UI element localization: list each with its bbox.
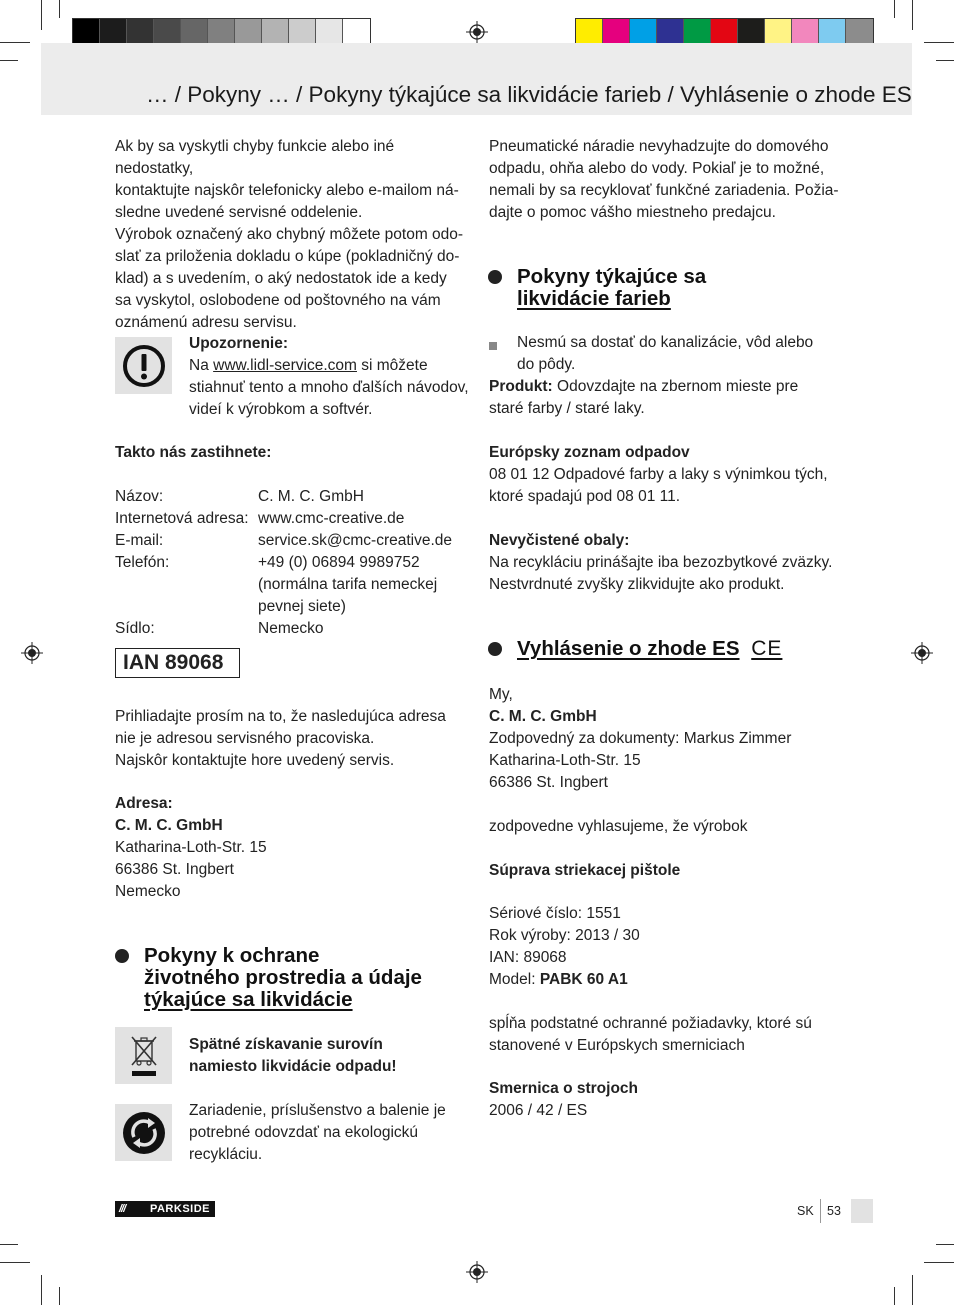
decl-we: My, (489, 686, 513, 703)
color-swatch (316, 19, 343, 45)
spec-line: Sériové číslo: 1551 (489, 905, 621, 922)
packaging-block (489, 530, 859, 596)
model-label: Model: (489, 971, 540, 988)
contact-value: +49 (0) 06894 9989752 (258, 554, 420, 571)
heading-line: Pokyny týkajúce sa (517, 265, 707, 288)
recycle-heading (189, 1034, 474, 1078)
spec-line: IAN: 89068 (489, 949, 567, 966)
text-line: Spätné získavanie surovín (189, 1036, 383, 1053)
directive-title: Smernica o strojoch (489, 1080, 639, 1097)
page-title: … / Pokyny … / Pokyny týkajúce sa likvidácie farieb / Vyhlásenie o zhode ES (146, 82, 912, 107)
process-color-bar (575, 18, 874, 46)
notice-text: Na (189, 357, 214, 374)
color-swatch (289, 19, 316, 45)
contact-value: (normálna tarifa nemeckej (258, 576, 438, 593)
logo-stripes-icon: /// (119, 1203, 126, 1215)
text-line: klad) a s uvedením, o aký nedostatok ide a kedy (115, 270, 447, 287)
color-swatch (154, 19, 181, 45)
registration-mark-icon (466, 1261, 488, 1283)
ce-mark: CE (751, 637, 783, 660)
color-swatch (630, 19, 657, 45)
parkside-logo (115, 1201, 215, 1217)
decl-declare: zodpovedne vyhlasujeme, že výrobok (489, 818, 748, 835)
contact-key: E-mail: (115, 532, 164, 549)
contact-row (115, 486, 465, 508)
text-line: namiesto likvidácie odpadu! (189, 1058, 397, 1075)
registration-mark-icon (466, 21, 488, 43)
product-block (489, 376, 849, 420)
color-swatch (208, 19, 235, 45)
contact-key (115, 596, 258, 618)
footer-tab (851, 1199, 873, 1223)
packaging-title: Nevyčistené obaly: (489, 532, 630, 549)
color-swatch (765, 19, 792, 45)
crop-mark (924, 42, 954, 43)
address-block (115, 793, 475, 903)
text-line: dajte o pomoc vášho miestneho predajcu. (489, 204, 776, 221)
text-line: sledne uvedené servisné oddelenie. (115, 204, 363, 221)
contact-key: Telefón: (115, 554, 170, 571)
color-swatch (792, 19, 819, 45)
color-swatch (738, 19, 765, 45)
text-line: oznámenú adresu servisu. (115, 314, 297, 331)
contact-key (115, 574, 258, 596)
product-line (489, 376, 849, 398)
recycling-icon-box (115, 1104, 172, 1161)
contact-value: C. M. C. GmbH (258, 488, 364, 505)
notice-line: videí k výrobkom a softvér. (189, 401, 373, 418)
product-label: Produkt: (489, 378, 553, 395)
contact-table (115, 486, 465, 640)
crop-mark (936, 60, 954, 61)
heading-line: likvidácie farieb (517, 287, 671, 310)
logo-text: PARKSIDE (149, 1203, 210, 1215)
ian-box: IAN 89068 (115, 648, 240, 678)
text-line: slať za priloženia dokladu o kúpe (pokladničný do- (115, 248, 460, 265)
model-value: PABK 60 A1 (539, 971, 628, 988)
contact-value: service.sk@cmc-creative.de (258, 532, 453, 549)
crop-mark (0, 1244, 18, 1245)
text-line: odpadu, ohňa alebo do vody. Pokiaľ je to možné, (489, 160, 825, 177)
crop-mark (894, 0, 895, 18)
contact-key: Sídlo: (115, 620, 155, 637)
address-line: 66386 St. Ingbert (115, 861, 234, 878)
contact-value: pevnej siete) (258, 598, 346, 615)
crop-mark (0, 60, 18, 61)
spec-block (489, 903, 849, 991)
notice-block (189, 333, 474, 421)
notice-line (189, 355, 474, 377)
text-line: Výrobok označený ako chybný môžete potom odo- (115, 226, 464, 243)
text-line: 08 01 12 Odpadové farby a laky s výnimkou tých, (489, 466, 828, 483)
crop-mark (936, 1244, 954, 1245)
page-number: 53 (827, 1204, 841, 1218)
crop-mark (41, 0, 42, 30)
address-title: Adresa: (115, 795, 173, 812)
color-swatch (100, 19, 127, 45)
contact-row (115, 618, 465, 640)
text-line: Zariadenie, príslušenstvo a balenie je (189, 1102, 446, 1119)
recycling-icon (121, 1110, 167, 1156)
color-swatch (127, 19, 154, 45)
heading-bullet-icon (488, 642, 502, 656)
heading-line: týkajúce sa likvidácie (144, 988, 353, 1011)
contact-value: Nemecko (258, 620, 324, 637)
address-company: C. M. C. GmbH (115, 817, 223, 834)
text-line: nemali by sa recyklovať funkčné zariadenia. Požia- (489, 182, 839, 199)
color-swatch (73, 19, 100, 45)
crop-mark (894, 1287, 895, 1305)
text-line: Najskôr kontaktujte hore uvedený servis. (115, 752, 395, 769)
heading-line: Vyhlásenie o zhode ES (517, 637, 740, 660)
contact-key: Internetová adresa: (115, 510, 249, 527)
color-swatch (235, 19, 262, 45)
notice-text: si môžete (356, 357, 428, 374)
crossed-bin-icon (124, 1033, 164, 1079)
paint-heading (517, 266, 847, 310)
bullet-item (517, 332, 852, 376)
notice-line: stiahnuť tento a mnoho ďalších návodov, (189, 379, 469, 396)
text-line: recykláciu. (189, 1146, 263, 1163)
color-swatch (819, 19, 846, 45)
text-line: potrebné odovzdať na ekologickú (189, 1124, 419, 1141)
address-line: Katharina-Loth-Str. 15 (115, 839, 267, 856)
color-swatch (181, 19, 208, 45)
declaration-block (489, 684, 849, 794)
declaration-heading (517, 638, 847, 660)
color-swatch (262, 19, 289, 45)
contact-row (115, 508, 465, 530)
text-line: do pôdy. (517, 356, 576, 373)
text-line: Prihliadajte prosím na to, že nasledujúca adresa (115, 708, 446, 725)
registration-mark-icon (21, 642, 43, 664)
directive-value: 2006 / 42 / ES (489, 1102, 588, 1119)
text-line: Pneumatické náradie nevyhadzujte do domového (489, 138, 829, 155)
color-swatch (576, 19, 603, 45)
list-bullet-icon (489, 342, 497, 350)
heading-line: životného prostredia a údaje (144, 966, 422, 989)
service-note (115, 706, 475, 772)
crop-mark (41, 1275, 42, 1305)
language-code: SK (797, 1204, 814, 1218)
crop-mark (59, 0, 60, 18)
text-line: Zodpovedný za dokumenty: Markus Zimmer (489, 730, 792, 747)
env-heading (144, 945, 474, 1011)
text-line: Nestvrdnuté zvyšky zlikvidujte ako produkt. (489, 576, 785, 593)
text-line: kontaktujte najskôr telefonicky alebo e-mailom ná- (115, 182, 459, 199)
contact-title: Takto nás zastihnete: (115, 444, 272, 461)
crop-mark (924, 1262, 954, 1263)
notice-icon-box (115, 337, 172, 394)
service-intro (115, 136, 475, 334)
text-line: Katharina-Loth-Str. 15 (489, 752, 641, 769)
product-name: Súprava striekacej pištole (489, 862, 681, 879)
decl-company: C. M. C. GmbH (489, 708, 597, 725)
heading-bullet-icon (115, 949, 129, 963)
contact-row (115, 596, 465, 618)
crop-mark (0, 1262, 30, 1263)
directive-block (489, 1078, 849, 1122)
exclamation-icon (122, 344, 166, 388)
color-swatch (603, 19, 630, 45)
recycle-text (189, 1100, 474, 1166)
product-text: Odovzdajte na zbernom mieste pre (552, 378, 799, 395)
heading-bullet-icon (488, 270, 502, 284)
waste-block (489, 442, 849, 508)
text-line: Nesmú sa dostať do kanalizácie, vôd alebo (517, 334, 814, 351)
waste-title: Európsky zoznam odpadov (489, 444, 690, 461)
bin-icon-box (115, 1027, 172, 1084)
contact-row (115, 530, 465, 552)
contact-value: www.cmc-creative.de (258, 510, 405, 527)
contact-row (115, 574, 465, 596)
lidl-service-link[interactable]: www.lidl-service.com (213, 357, 357, 374)
crop-mark (912, 0, 913, 30)
compliance-block (489, 1013, 849, 1057)
crop-mark (912, 1275, 913, 1305)
address-line: Nemecko (115, 883, 181, 900)
crop-mark (59, 1287, 60, 1305)
contact-row (115, 552, 465, 574)
text-line: spĺňa podstatné ochranné požiadavky, ktoré sú (489, 1015, 812, 1032)
text-line: 66386 St. Ingbert (489, 774, 608, 791)
text-line: nie je adresou servisného pracoviska. (115, 730, 375, 747)
notice-title: Upozornenie: (189, 335, 289, 352)
spec-line: Rok výroby: 2013 / 30 (489, 927, 640, 944)
color-swatch (657, 19, 684, 45)
registration-mark-icon (911, 642, 933, 664)
text-line: Na recykláciu prinášajte iba bezozbytkové zväzky. (489, 554, 833, 571)
text-line: stanovené v Európskych smerniciach (489, 1037, 745, 1054)
color-swatch (684, 19, 711, 45)
crop-mark (0, 42, 30, 43)
text-line: ktoré spadajú pod 08 01 11. (489, 488, 681, 505)
model-line (489, 969, 849, 991)
grayscale-color-bar (72, 18, 371, 46)
footer-divider (820, 1199, 821, 1223)
product-line: staré farby / staré laky. (489, 400, 645, 417)
color-swatch (711, 19, 738, 45)
text-line: Ak by sa vyskytli chyby funkcie alebo iné nedostatky, (115, 138, 395, 177)
heading-line: Pokyny k ochrane (144, 944, 320, 967)
contact-key: Názov: (115, 488, 164, 505)
color-swatch (343, 19, 370, 45)
pneumatic-intro (489, 136, 849, 224)
color-swatch (846, 19, 873, 45)
text-line: sa vyskytol, oslobodene od poštovného na vám (115, 292, 441, 309)
